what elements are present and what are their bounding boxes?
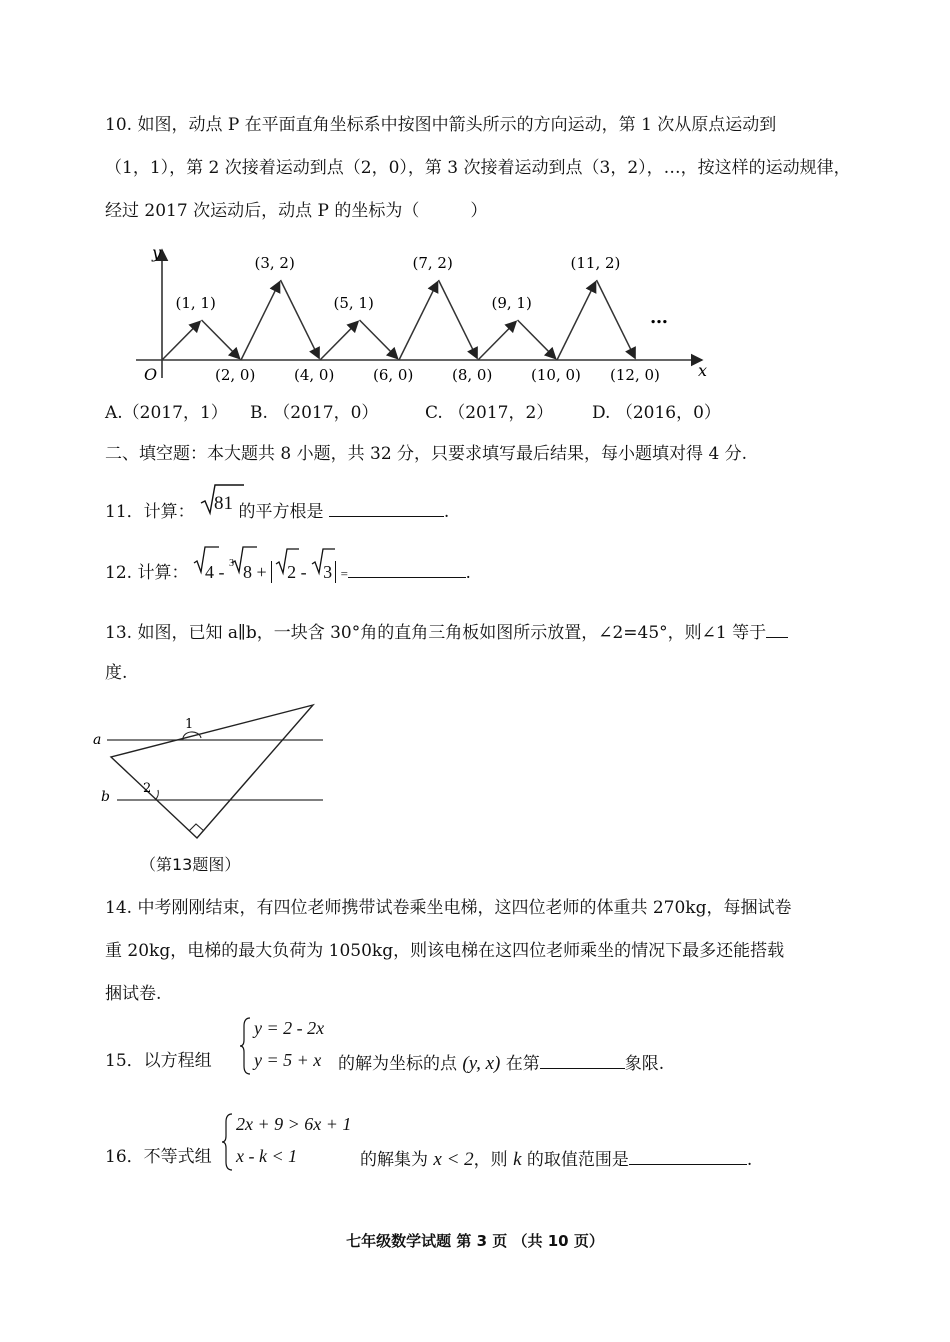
q15-after: 在第 xyxy=(505,1054,540,1074)
q16-mid: 的解集为 xyxy=(360,1150,428,1170)
q13-answer-blank[interactable] xyxy=(766,619,788,638)
path-segment xyxy=(597,280,636,358)
q13-line2: 度. xyxy=(105,663,128,683)
q10-line2: （1，1），第 2 次接着运动到点（2，0），第 3 次接着运动到点（3，2），…，按这样的运动规律， xyxy=(105,158,851,178)
path-segment xyxy=(478,321,516,360)
q10-option-a[interactable]: A.（2017，1） xyxy=(105,403,228,423)
q10-option-c[interactable]: C. （2017，2） xyxy=(425,403,554,423)
q16-ineq2: x - k < 1 xyxy=(236,1146,298,1166)
peak-label: (3, 2) xyxy=(254,254,295,272)
q12-minus1: - xyxy=(218,562,225,582)
q12-cbrt8 xyxy=(228,558,252,583)
ellipsis: … xyxy=(650,307,668,328)
q16-answer-blank[interactable] xyxy=(629,1146,747,1165)
q10-option-d[interactable]: D. （2016，0） xyxy=(592,403,721,423)
right-angle-mark xyxy=(189,824,204,831)
q13-triangle-figure xyxy=(85,700,345,845)
brace-icon xyxy=(222,1112,234,1172)
q10-line1: 10. 如图，动点 P 在平面直角坐标系中按图中箭头所示的方向运动，第 1 次从原点运动到 xyxy=(105,115,777,135)
path-segment xyxy=(241,282,280,360)
q13-line1 xyxy=(105,619,788,644)
q12-term4: 3 xyxy=(323,562,333,582)
peak-label: (11, 2) xyxy=(570,254,621,272)
q10-zigzag-graph xyxy=(130,238,720,388)
path-segment xyxy=(399,282,438,360)
q15-answer-blank[interactable] xyxy=(540,1050,625,1069)
axis-x-label: x xyxy=(698,361,708,380)
axis-point-label: (6, 0) xyxy=(373,366,414,384)
q15-system xyxy=(240,1016,340,1078)
q11: 11．计算： 81 的平方根是 . xyxy=(105,498,449,523)
q11-prefix: 11．计算： xyxy=(105,502,195,522)
q13-text: 13. 如图，已知 a∥b，一块含 30°角的直角三角板如图所示放置，∠2=45°，则∠1 等于 xyxy=(105,623,767,643)
axis-point-label: (10, 0) xyxy=(531,366,581,384)
path-segment xyxy=(320,321,358,360)
radical-sign-icon xyxy=(275,547,299,579)
axis-point-label: (12, 0) xyxy=(610,366,660,384)
axis-point-label: (8, 0) xyxy=(452,366,493,384)
path-segment xyxy=(439,280,478,358)
page-footer: 七年级数学试题 第 3 页 （共 10 页） xyxy=(346,1232,604,1250)
q11-answer-blank[interactable] xyxy=(329,498,444,517)
q14-text: 捆试卷. xyxy=(105,984,162,1004)
axis-point-label: (4, 0) xyxy=(294,366,335,384)
q15-suffix: 象限. xyxy=(624,1054,665,1074)
label-b: b xyxy=(101,789,110,805)
q12-equals: = xyxy=(340,566,348,581)
q12-minus2: - xyxy=(300,562,307,582)
q12-prefix: 12. 计算： xyxy=(105,563,189,583)
q15-point: (y, x) xyxy=(462,1053,501,1074)
q12-term3: 2 xyxy=(287,562,297,582)
peak-label: (1, 1) xyxy=(175,294,216,312)
q14-line3 xyxy=(105,983,161,1005)
q12-term1: 4 xyxy=(204,562,214,582)
path-segment xyxy=(518,320,556,359)
radical-sign-icon xyxy=(311,547,335,579)
peak-label: (7, 2) xyxy=(412,254,453,272)
q15-eq1: y = 2 - 2x xyxy=(254,1018,325,1038)
brace-icon xyxy=(240,1016,252,1076)
section2-heading: 二、填空题：本大题共 8 小题，共 32 分，只要求填写最后结果，每小题填对得 4 分. xyxy=(105,444,748,464)
axis-y-label: y xyxy=(152,243,162,262)
q15-rest xyxy=(338,1050,664,1075)
q12-sqrt4 xyxy=(193,561,214,583)
q16-suffix: 的取值范围是 xyxy=(526,1150,629,1170)
q14-line1: 14. 中考刚刚结束，有四位老师携带试卷乘坐电梯，这四位老师的体重共 270kg，每捆试卷 xyxy=(105,898,792,918)
q13-caption: （第13题图） xyxy=(140,855,241,874)
zigzag-path xyxy=(162,280,635,360)
q11-radicand: 81 xyxy=(214,493,234,514)
radical-sign-icon xyxy=(228,545,257,579)
label-angle1: 1 xyxy=(185,717,194,732)
axis-point-label: (2, 0) xyxy=(215,366,256,384)
q12-plus: + xyxy=(256,562,267,582)
origin-label: O xyxy=(144,365,158,384)
q15-prefix: 15．以方程组 xyxy=(105,1051,212,1071)
q14-line2: 重 20kg，电梯的最大负荷为 1050kg，则该电梯在这四位老师乘坐的情况下最多还能搭载 xyxy=(105,941,785,961)
set-square-triangle xyxy=(111,705,313,838)
q16-system xyxy=(222,1112,372,1174)
q10-option-b[interactable]: B. （2017，0） xyxy=(250,403,379,423)
q16-prefix: 16．不等式组 xyxy=(105,1147,212,1167)
q10-line3: 经过 2017 次运动后，动点 P 的坐标为（ ） xyxy=(105,201,488,221)
q15-mid: 的解为坐标的点 xyxy=(338,1054,457,1074)
q16-solution: x < 2 xyxy=(433,1149,474,1170)
q12: 12. 计算： 4 - 3 8 + 2 - 3 = . xyxy=(105,559,470,585)
path-segment xyxy=(281,280,320,358)
radical-sign-icon xyxy=(193,545,219,579)
q12-answer-blank[interactable] xyxy=(348,559,466,578)
path-segment xyxy=(557,282,596,360)
path-segment xyxy=(202,320,240,359)
label-a: a xyxy=(93,732,102,748)
q16-var: k xyxy=(513,1149,522,1170)
label-angle2: 2 xyxy=(143,781,152,796)
q12-cube-index: 3 xyxy=(228,558,234,569)
q16-ineq1: 2x + 9 > 6x + 1 xyxy=(236,1114,352,1134)
q15-eq2: y = 5 + x xyxy=(254,1050,322,1070)
path-segment xyxy=(360,320,398,359)
q11-suffix: 的平方根是 xyxy=(238,502,324,522)
q12-abs xyxy=(271,561,336,583)
peak-label: (5, 1) xyxy=(333,294,374,312)
q12-term2: 8 xyxy=(242,562,252,582)
peak-label: (9, 1) xyxy=(491,294,532,312)
path-segment xyxy=(162,321,200,360)
q16-rest: 的解集为 x < 2，则 k 的取值范围是 . xyxy=(360,1146,752,1171)
q11-sqrt xyxy=(200,493,234,523)
q16-then: ，则 xyxy=(473,1150,508,1170)
